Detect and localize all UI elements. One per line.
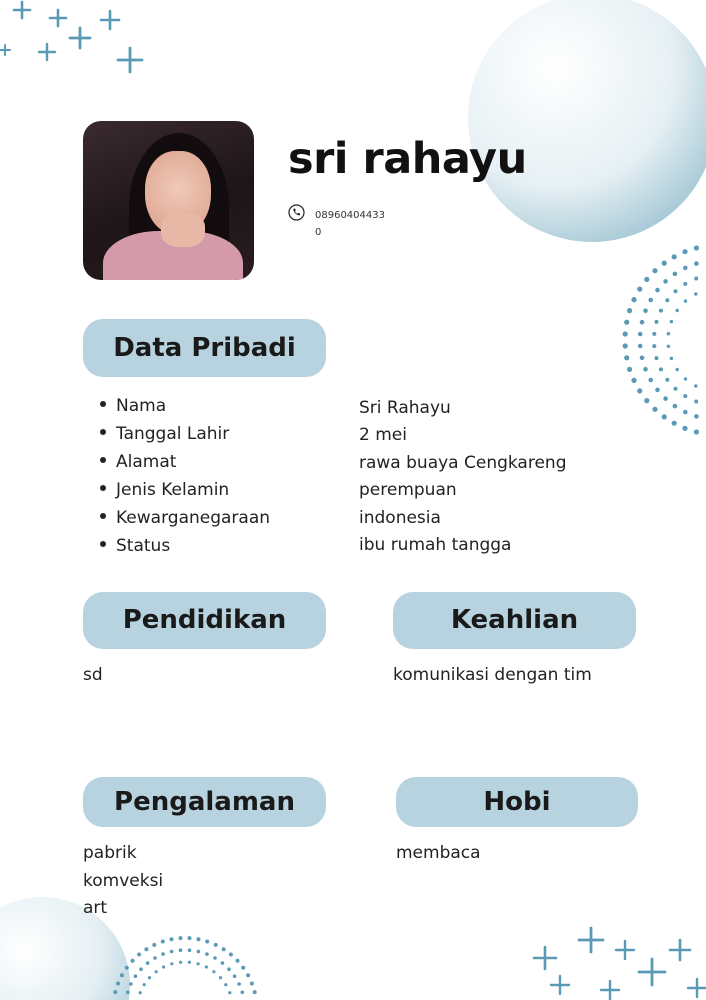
decor-dot: [148, 976, 151, 979]
pendidikan-list: [83, 662, 103, 690]
decor-dot: [179, 936, 183, 940]
decor-dot: [170, 962, 173, 965]
decor-dot: [197, 962, 200, 965]
plus-icon: [601, 981, 619, 999]
decor-dot: [694, 384, 697, 387]
decor-dot: [213, 956, 217, 960]
plus-icon: [670, 940, 690, 960]
decor-dot: [683, 394, 687, 398]
decor-dot: [672, 254, 677, 259]
decor-dot: [236, 959, 240, 963]
decor-dot: [631, 378, 636, 383]
decor-dot: [146, 961, 150, 965]
field-value-tanggal-lahir: 2 mei: [359, 425, 407, 446]
decor-dot: [672, 421, 677, 426]
decor-dot: [125, 966, 129, 970]
plus-icon: [688, 979, 706, 997]
decor-dot: [663, 279, 668, 284]
decor-dot: [161, 940, 165, 944]
field-value-kewarganegaraan: indonesia: [359, 507, 441, 528]
decor-dot: [188, 936, 192, 940]
plus-signs-top-left: [0, 2, 142, 72]
decor-dot: [153, 956, 157, 960]
decor-dot: [673, 272, 678, 277]
decor-dot: [682, 426, 687, 431]
decor-dot: [229, 953, 233, 957]
decor-dot: [250, 982, 254, 986]
decor-dot: [682, 249, 687, 254]
keahlian-heading: Keahlian: [393, 592, 636, 649]
phone-icon: [288, 204, 305, 221]
pengalaman-heading: Pengalaman: [83, 777, 326, 827]
plus-icon: [50, 10, 66, 26]
field-label-tanggal-lahir: Tanggal Lahir: [100, 420, 270, 448]
decor-dot: [652, 407, 657, 412]
decor-dot: [674, 387, 678, 391]
plus-icon: [118, 48, 142, 72]
hobi-heading: Hobi: [396, 777, 638, 827]
field-value-status: ibu rumah tangga: [359, 534, 512, 555]
decor-dot: [665, 378, 669, 382]
decor-dot: [667, 345, 670, 348]
decor-dot: [652, 268, 657, 273]
decor-dot: [205, 940, 209, 944]
decor-dot: [170, 950, 174, 954]
dotted-arc-right: [623, 245, 699, 434]
decor-dot: [179, 948, 183, 952]
decor-dot: [676, 368, 679, 371]
decor-dot: [624, 320, 629, 325]
decor-dot: [683, 266, 688, 271]
phone-line-2: 0: [315, 227, 322, 238]
decor-dot: [694, 292, 697, 295]
plus-icon: [70, 28, 90, 48]
plus-icon: [639, 959, 665, 985]
decor-dot: [655, 320, 659, 324]
decor-dot: [152, 943, 156, 947]
pendidikan-item: sd: [83, 665, 103, 685]
pendidikan-heading: Pendidikan: [83, 592, 326, 649]
top-right-circle: [468, 0, 706, 242]
plus-icon: [534, 947, 556, 969]
decor-dot: [143, 983, 146, 986]
decor-dot: [129, 982, 133, 986]
field-label-kewarganegaraan: Kewarganegaraan: [100, 504, 270, 532]
decor-dot: [241, 966, 245, 970]
decor-dot: [623, 343, 628, 348]
decor-dot: [665, 298, 669, 302]
profile-photo: [83, 121, 254, 280]
decor-dot: [694, 245, 699, 250]
field-value-alamat: rawa buaya Cengkareng: [359, 452, 567, 473]
decor-dot: [139, 991, 142, 994]
pengalaman-list: [83, 840, 163, 923]
field-value-nama: Sri Rahayu: [359, 398, 451, 418]
decor-dot: [648, 298, 653, 303]
plus-icon: [101, 11, 119, 29]
phone-number: [315, 207, 405, 241]
keahlian-item: komunikasi dengan tim: [393, 665, 592, 685]
decor-dot: [640, 320, 645, 325]
decor-dot: [228, 991, 231, 994]
decor-dot: [683, 282, 687, 286]
plus-icon: [551, 976, 569, 994]
field-value-jenis-kelamin: perempuan: [359, 480, 457, 501]
decor-dot: [205, 952, 209, 956]
data-pribadi-heading: Data Pribadi: [83, 319, 326, 377]
decor-dot: [652, 344, 656, 348]
decor-dot: [627, 308, 632, 313]
decor-dot: [663, 396, 668, 401]
decor-dot: [655, 388, 660, 393]
bullet-icon: [100, 401, 106, 407]
decor-dot: [644, 277, 649, 282]
decor-dot: [222, 947, 226, 951]
bullet-icon: [100, 485, 106, 491]
decor-dot: [640, 356, 645, 361]
decor-dot: [624, 355, 629, 360]
pengalaman-item: art: [83, 898, 108, 918]
decor-dot: [227, 967, 231, 971]
photo-hand: [161, 213, 205, 247]
decor-dot: [648, 378, 653, 383]
decor-dot: [170, 937, 174, 941]
decor-dot: [212, 970, 215, 973]
personal-field-values: [359, 395, 567, 559]
decor-dot: [188, 961, 191, 964]
profile-name: sri rahayu: [288, 134, 527, 184]
field-label-nama: Nama: [100, 392, 270, 420]
decor-dot: [670, 320, 673, 323]
decor-dot: [221, 961, 225, 965]
decor-dot: [676, 309, 679, 312]
decor-dot: [155, 970, 158, 973]
decor-dot: [637, 287, 642, 292]
phone-line-1: 08960404433: [315, 210, 385, 221]
decor-dot: [655, 288, 660, 293]
decor-dot: [684, 377, 687, 380]
decor-dot: [134, 974, 138, 978]
decor-dot: [643, 367, 648, 372]
decor-dot: [116, 982, 120, 986]
decor-dot: [131, 959, 135, 963]
plus-icon: [39, 44, 55, 60]
decor-dot: [643, 309, 648, 314]
decor-dot: [684, 299, 687, 302]
decor-dot: [631, 297, 636, 302]
decor-dot: [113, 990, 117, 994]
decor-dot: [694, 429, 699, 434]
decor-dot: [179, 961, 182, 964]
decor-dot: [662, 261, 667, 266]
decor-dot: [253, 990, 257, 994]
decor-dot: [637, 388, 642, 393]
decor-dot: [188, 948, 192, 952]
bullet-icon: [100, 513, 106, 519]
decor-dot: [655, 356, 659, 360]
decor-dot: [694, 261, 699, 266]
decor-dot: [237, 982, 241, 986]
decor-dot: [659, 309, 663, 313]
decor-dot: [652, 332, 656, 336]
decor-dot: [139, 967, 143, 971]
decor-dot: [683, 410, 688, 415]
plus-icon: [616, 941, 634, 959]
pengalaman-item: komveksi: [83, 870, 164, 891]
decor-dot: [638, 344, 643, 349]
decor-dot: [120, 973, 124, 977]
decor-dot: [205, 965, 208, 968]
decor-dot: [644, 398, 649, 403]
decor-dot: [674, 289, 678, 293]
decor-dot: [694, 414, 699, 419]
decor-dot: [144, 947, 148, 951]
decor-dot: [241, 991, 245, 995]
plus-icon: [0, 45, 10, 55]
decor-dot: [219, 976, 222, 979]
decor-dot: [233, 974, 237, 978]
decor-dot: [224, 983, 227, 986]
plus-icon: [14, 2, 30, 18]
bullet-icon: [100, 429, 106, 435]
pengalaman-item: pabrik: [83, 843, 137, 863]
plus-signs-bottom-right: [534, 928, 706, 999]
decor-dot: [214, 943, 218, 947]
decor-dot: [673, 404, 678, 409]
decor-dot: [670, 357, 673, 360]
field-label-alamat: Alamat: [100, 448, 270, 476]
decor-dot: [162, 965, 165, 968]
decor-dot: [694, 400, 698, 404]
personal-field-labels: [100, 392, 270, 560]
decor-dot: [623, 331, 628, 336]
hobi-item: membaca: [396, 843, 481, 863]
decor-dot: [659, 367, 663, 371]
dotted-arc-bottom: [113, 936, 256, 994]
field-label-jenis-kelamin: Jenis Kelamin: [100, 476, 270, 504]
decor-dot: [161, 952, 165, 956]
decor-dot: [126, 991, 130, 995]
bullet-icon: [100, 541, 106, 547]
decor-dot: [662, 414, 667, 419]
decor-dot: [197, 937, 201, 941]
field-label-status: Status: [100, 532, 270, 560]
plus-icon: [579, 928, 603, 952]
hobi-list: [396, 840, 481, 868]
decor-dot: [137, 953, 141, 957]
decor-dot: [246, 973, 250, 977]
keahlian-list: [393, 662, 592, 690]
decor-dot: [694, 277, 698, 281]
decor-dot: [638, 332, 643, 337]
decor-dot: [667, 332, 670, 335]
decor-dot: [197, 950, 201, 954]
bullet-icon: [100, 457, 106, 463]
decor-dot: [627, 367, 632, 372]
